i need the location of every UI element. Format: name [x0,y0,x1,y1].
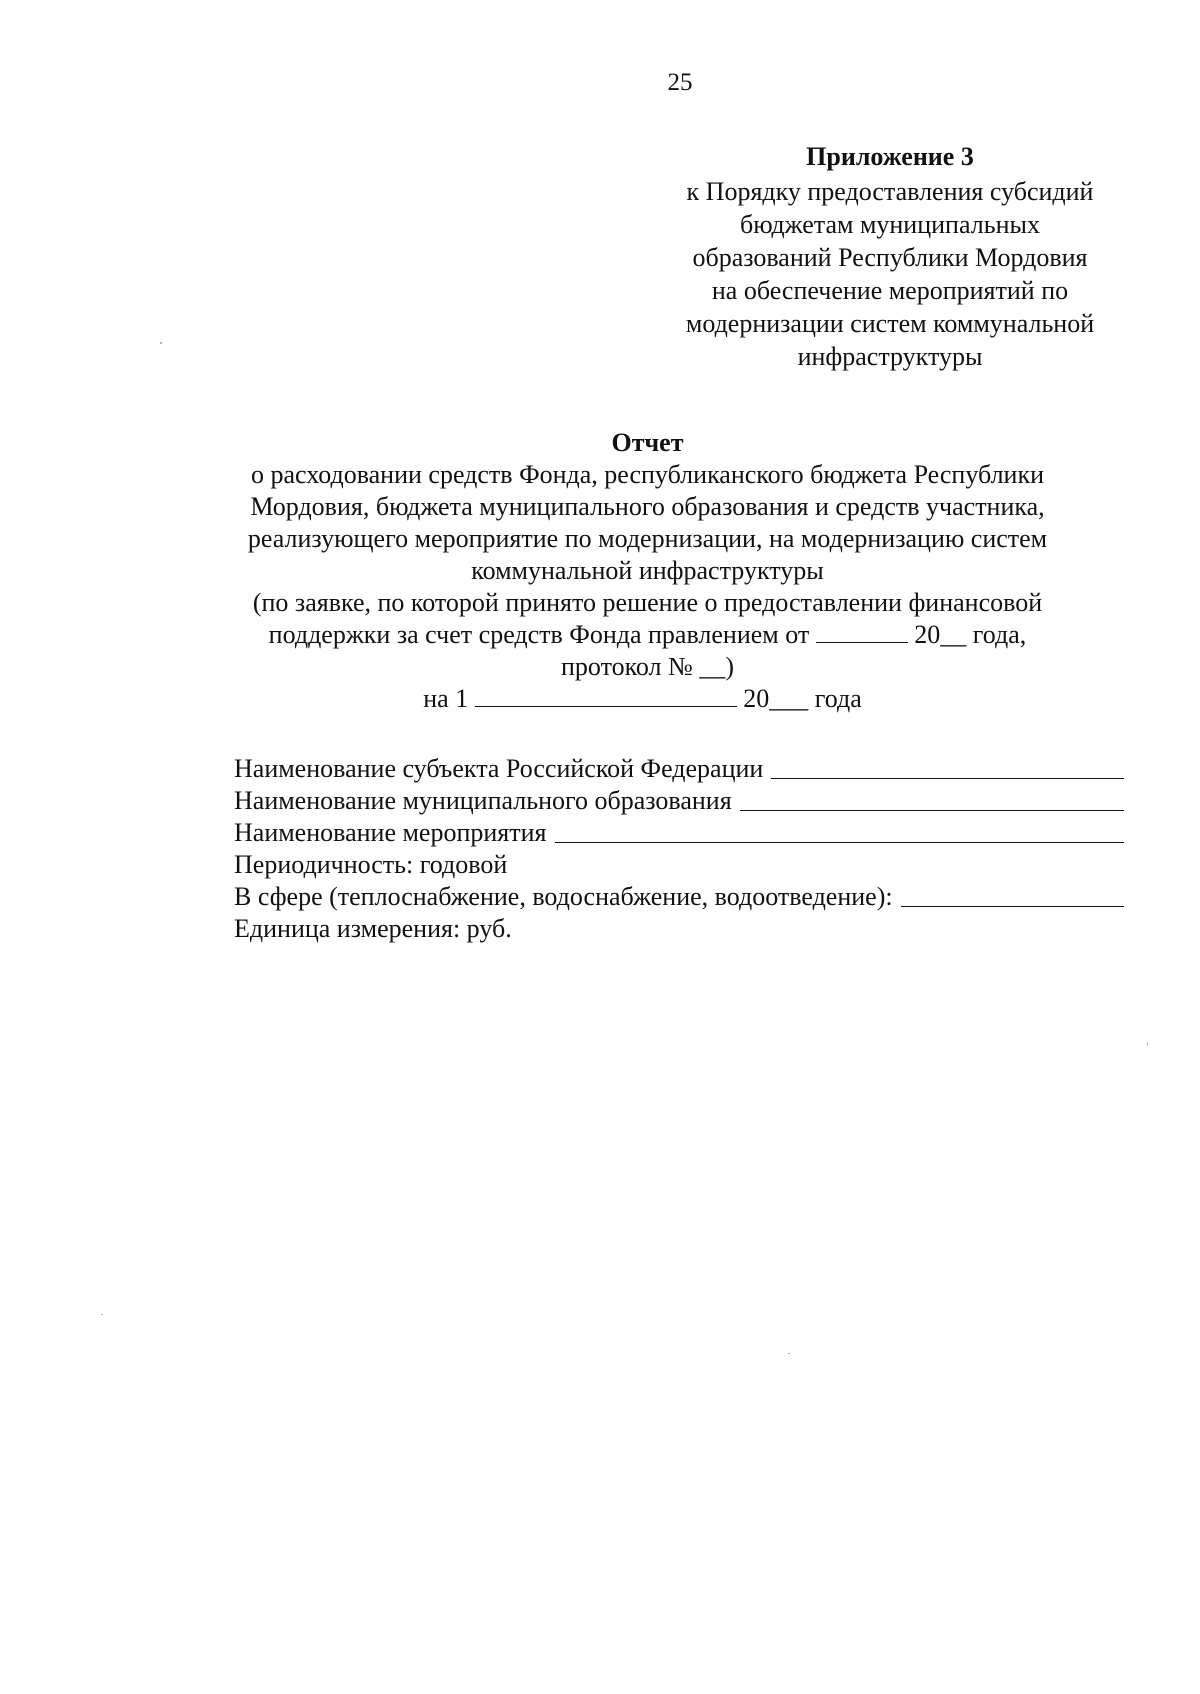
scan-speck [160,342,162,344]
report-date-line [170,683,1115,715]
appendix-block [660,140,1120,373]
report-title: Отчет [611,428,684,457]
appendix-line: на обеспечение мероприятий по [711,276,1069,305]
report-fields [234,753,1124,945]
appendix-line: образований Республики Мордовия [692,243,1088,272]
appendix-line: бюджетам муниципальных [740,210,1040,239]
date-prefix: на 1 [423,684,469,713]
support-year: 20__ года, [914,620,1027,649]
date-blank[interactable] [816,620,908,643]
date-year: 20___ года [743,684,862,713]
region-blank[interactable] [771,756,1124,779]
field-label: Наименование мероприятия [234,818,547,847]
support-prefix: поддержки за счет средств Фонда правлением от [268,620,810,649]
appendix-line: инфраструктуры [797,342,983,371]
protocol-line: протокол № __) [561,652,734,681]
activity-blank[interactable] [555,820,1125,843]
field-label: Наименование муниципального образования [234,786,732,815]
scan-speck [101,1314,103,1315]
field-region [234,753,1124,785]
report-line: коммунальной инфраструктуры [471,556,824,585]
appendix-line: к Порядку предоставления субсидий [686,177,1094,206]
sphere-blank[interactable] [901,884,1124,907]
field-unit [234,913,1124,945]
page-number: 25 [667,69,693,96]
municipality-blank[interactable] [740,788,1124,811]
report-line: Мордовия, бюджета муниципального образования и средств участника, [250,492,1045,521]
field-municipality [234,785,1124,817]
field-label: Единица измерения: руб. [234,914,512,943]
support-line [180,619,1115,651]
report-line: о расходовании средств Фонда, республиканского бюджета Республики [250,460,1044,489]
field-label: Наименование субъекта Российской Федерации [234,754,764,783]
appendix-line: модернизации систем коммунальной [685,309,1095,338]
scan-speck [1147,1042,1148,1045]
field-label: В сфере (теплоснабжение, водоснабжение, водоотведение): [234,882,893,911]
field-label: Периодичность: годовой [234,850,508,879]
report-line: (по заявке, по которой принято решение о предоставлении финансовой [252,588,1043,617]
scan-speck [788,1353,790,1354]
report-date-blank[interactable] [475,684,737,707]
field-sphere [234,881,1124,913]
field-periodicity [234,849,1124,881]
appendix-title: Приложение 3 [806,142,974,171]
report-line: реализующего мероприятие по модернизации, на модернизацию систем [247,524,1048,553]
field-activity [234,817,1124,849]
report-heading [180,427,1115,715]
